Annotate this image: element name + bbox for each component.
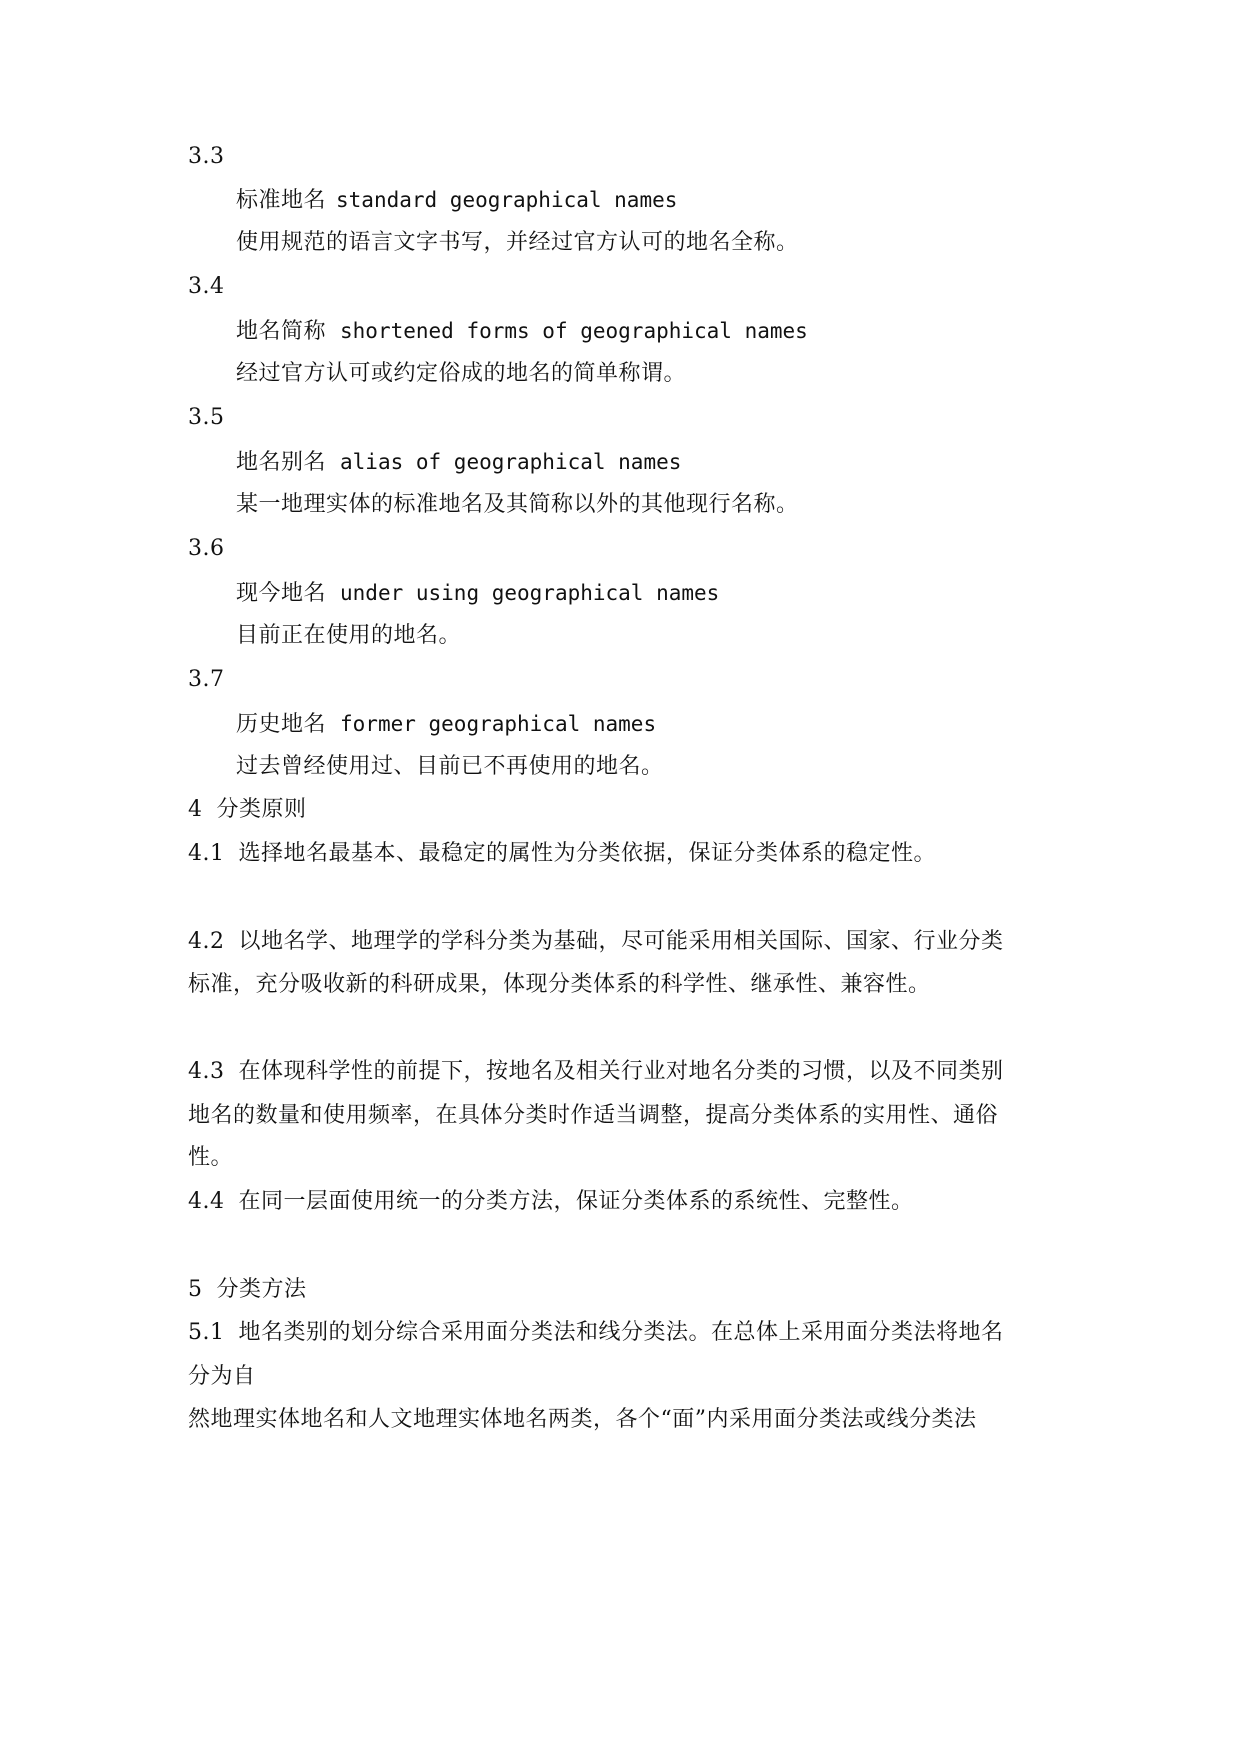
section-number: 4 bbox=[188, 797, 203, 822]
term-en: standard geographical names bbox=[336, 188, 678, 212]
item-number: 5.1 bbox=[188, 1320, 225, 1345]
term-zh: 标准地名 bbox=[236, 188, 327, 213]
clause-number: 3.5 bbox=[188, 405, 225, 430]
section-heading bbox=[188, 1275, 307, 1305]
clause-number: 3.6 bbox=[188, 536, 225, 561]
term-heading bbox=[236, 185, 677, 216]
term-definition: 经过官方认可或约定俗成的地名的简单称谓。 bbox=[236, 361, 687, 386]
term-heading bbox=[236, 709, 656, 740]
term-en: shortened forms of geographical names bbox=[340, 319, 808, 343]
clause-number: 3.4 bbox=[188, 274, 225, 299]
item-text-continued: 地名的数量和使用频率，在具体分类时作适当调整，提高分类体系的实用性、通俗 bbox=[188, 1103, 999, 1128]
term-heading bbox=[236, 316, 808, 347]
term-en: under using geographical names bbox=[340, 581, 720, 605]
item-number: 4.4 bbox=[188, 1189, 225, 1214]
item-number: 4.1 bbox=[188, 841, 225, 866]
item-text: 地名类别的划分综合采用面分类法和线分类法。在总体上采用面分类法将地名 bbox=[238, 1320, 1004, 1345]
section-heading bbox=[188, 795, 307, 825]
section-title: 分类原则 bbox=[216, 797, 307, 822]
list-item bbox=[188, 1318, 1004, 1348]
clause-number: 3.7 bbox=[188, 667, 225, 692]
term-zh: 现今地名 bbox=[236, 581, 327, 606]
term-en: former geographical names bbox=[340, 712, 657, 736]
item-text-continued: 然地理实体地名和人文地理实体地名两类，各个“面”内采用面分类法或线分类法 bbox=[188, 1407, 977, 1432]
clause-number: 3.3 bbox=[188, 144, 225, 169]
item-number: 4.2 bbox=[188, 929, 225, 954]
item-text: 选择地名最基本、最稳定的属性为分类依据，保证分类体系的稳定性。 bbox=[238, 841, 937, 866]
term-definition: 过去曾经使用过、目前已不再使用的地名。 bbox=[236, 754, 664, 779]
term-zh: 历史地名 bbox=[236, 712, 327, 737]
list-item bbox=[188, 839, 936, 869]
term-definition: 使用规范的语言文字书写，并经过官方认可的地名全称。 bbox=[236, 230, 799, 255]
item-number: 4.3 bbox=[188, 1059, 225, 1084]
list-item bbox=[188, 927, 1004, 957]
item-text: 在体现科学性的前提下，按地名及相关行业对地名分类的习惯，以及不同类别 bbox=[238, 1059, 1004, 1084]
term-heading bbox=[236, 578, 719, 609]
item-text: 以地名学、地理学的学科分类为基础，尽可能采用相关国际、国家、行业分类 bbox=[238, 929, 1004, 954]
term-zh: 地名简称 bbox=[236, 319, 327, 344]
section-title: 分类方法 bbox=[216, 1277, 307, 1302]
term-heading bbox=[236, 447, 681, 478]
term-definition: 目前正在使用的地名。 bbox=[236, 623, 462, 648]
term-zh: 地名别名 bbox=[236, 450, 327, 475]
section-number: 5 bbox=[188, 1277, 203, 1302]
item-text-continued: 分为自 bbox=[188, 1364, 256, 1389]
list-item bbox=[188, 1057, 1004, 1087]
item-text: 在同一层面使用统一的分类方法，保证分类体系的系统性、完整性。 bbox=[238, 1189, 914, 1214]
item-text-continued: 性。 bbox=[188, 1145, 234, 1170]
item-text-continued: 标准，充分吸收新的科研成果，体现分类体系的科学性、继承性、兼容性。 bbox=[188, 972, 931, 997]
list-item bbox=[188, 1187, 914, 1217]
term-en: alias of geographical names bbox=[340, 450, 682, 474]
term-definition: 某一地理实体的标准地名及其简称以外的其他现行名称。 bbox=[236, 492, 799, 517]
